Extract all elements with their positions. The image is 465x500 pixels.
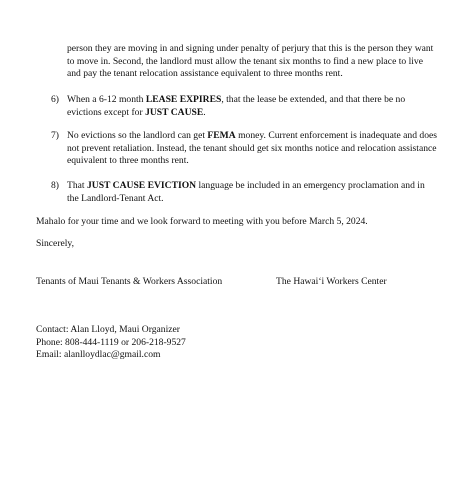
- list-item-number: 6): [51, 94, 59, 105]
- list-item-bold-text: LEASE EXPIRES: [145, 94, 222, 105]
- list-item-text: [67, 94, 437, 119]
- signatory-left: Tenants of Maui Tenants & Workers Association: [36, 276, 223, 287]
- list-item-number: 7): [51, 130, 59, 141]
- list-item-bold-text: JUST CAUSE: [145, 106, 204, 118]
- list-item-text-segment: No evictions so the landlord can get: [67, 130, 208, 141]
- list-item-text-segment: .: [203, 106, 206, 118]
- closing-line: Mahalo for your time and we look forward to meeting with you before March 5, 2024.: [36, 216, 368, 227]
- sign-off: Sincerely,: [36, 238, 75, 249]
- contact-name: Contact: Alan Lloyd, Maui Organizer: [36, 324, 180, 335]
- list-item-text-segment: language be included in an emergency proclamation and in the Landlord-Tenant Act.: [67, 180, 425, 204]
- list-item-text-segment: money. Current enforcement is inadequate and does not prevent retaliation. Instead, the tenant should get six months notice and relocation assistance equivalent to three months rent.: [67, 130, 437, 167]
- paragraph-continuation: person they are moving in and signing under penalty of perjury that this is the person they want to move in. Second, the landlord must allow the tenant six months to find a new place to live and pay the tenant relocation assistance equivalent to three months rent.: [67, 43, 434, 80]
- signatory-right: The Hawaiʻi Workers Center: [276, 276, 387, 287]
- list-item-number: 8): [51, 180, 59, 191]
- list-item-text-segment: When a 6-12 month: [67, 94, 146, 105]
- contact-email: Email: alanlloydlac@gmail.com: [36, 349, 161, 360]
- list-item-text: [67, 130, 437, 168]
- list-item-text-segment: , that the lease be extended, and that there be no evictions except for: [67, 94, 406, 118]
- list-item-text-segment: That: [67, 180, 87, 191]
- list-item-bold-text: FEMA: [207, 130, 236, 141]
- list-item-bold-text: JUST CAUSE EVICTION: [86, 180, 197, 191]
- contact-phone: Phone: 808-444-1119 or 206-218-9527: [36, 337, 186, 348]
- list-item-text: [67, 180, 437, 205]
